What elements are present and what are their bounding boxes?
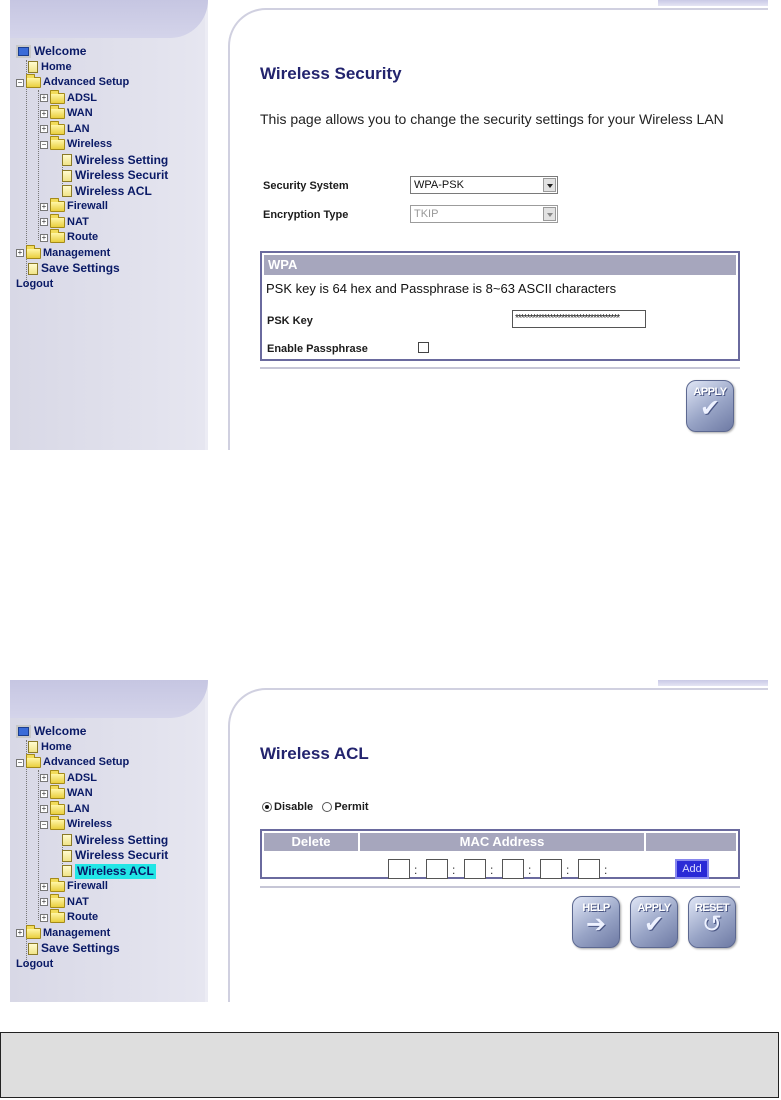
help-button-label: HELP [582, 902, 610, 914]
nav-item-firewall[interactable]: + Firewall [41, 880, 108, 892]
mac-octet-4-input[interactable] [502, 859, 524, 879]
sidebar-header-decoration [10, 680, 208, 718]
expand-icon[interactable]: + [41, 124, 47, 134]
nav-item-save-settings[interactable]: Save Settings [16, 941, 168, 957]
sidebar [10, 680, 208, 1002]
mac-separator: : [604, 863, 608, 877]
security-system-value: WPA-PSK [414, 179, 464, 191]
sidebar [10, 0, 208, 450]
page-title: Wireless Security [260, 64, 402, 83]
expand-icon[interactable]: + [41, 217, 47, 227]
nav-item-home[interactable]: Home [16, 740, 168, 756]
nav-item-welcome[interactable]: Welcome [16, 724, 168, 740]
page-icon [62, 850, 72, 862]
page-icon [62, 170, 72, 182]
security-system-select[interactable] [410, 176, 558, 194]
header-tab-decoration [658, 680, 768, 686]
nav-item-route[interactable]: + Route [41, 231, 99, 243]
nav-item-advanced-setup[interactable]: − Advanced Setup [17, 756, 130, 768]
wireless-acl-screenshot [10, 680, 768, 1002]
nav-item-lan[interactable]: + LAN [41, 122, 90, 135]
expand-icon[interactable]: + [41, 804, 47, 814]
nav-item-logout[interactable]: Logout [16, 277, 54, 290]
encryption-type-select [410, 205, 558, 223]
nav-item-wan[interactable]: + WAN [41, 107, 93, 119]
computer-icon [16, 725, 31, 738]
nav-item-lan[interactable]: + LAN [41, 802, 90, 815]
collapse-icon[interactable]: − [17, 77, 23, 87]
page-description: This page allows you to change the security settings for your Wireless LAN [260, 111, 724, 127]
nav-item-management[interactable]: + Management [17, 246, 111, 259]
folder-icon [50, 897, 65, 908]
acl-table [260, 829, 740, 879]
folder-icon [50, 201, 65, 212]
folder-open-icon [26, 77, 41, 88]
nav-item-adsl[interactable]: + ADSL [41, 91, 97, 104]
folder-icon [50, 912, 65, 923]
mac-octet-5-input[interactable] [540, 859, 562, 879]
wpa-section [260, 251, 740, 361]
nav-item-wireless-setting[interactable]: Wireless Setting [16, 153, 168, 169]
nav-item-wireless-security[interactable]: Wireless Securit [16, 168, 168, 184]
apply-button[interactable] [686, 380, 734, 432]
checkmark-icon: ✔ [699, 395, 721, 422]
nav-tree [16, 724, 168, 972]
note-box [0, 1032, 779, 1098]
acl-mode-radio-group [262, 801, 369, 813]
expand-icon[interactable]: + [41, 232, 47, 242]
col-mac-address: MAC Address [360, 833, 646, 851]
page-icon [62, 865, 72, 877]
nav-item-welcome[interactable]: Welcome [16, 44, 168, 60]
mac-separator: : [490, 863, 494, 877]
nav-item-wireless-setting[interactable]: Wireless Setting [16, 833, 168, 849]
folder-icon [50, 232, 65, 243]
mac-octet-2-input[interactable] [426, 859, 448, 879]
enable-passphrase-checkbox[interactable] [418, 342, 429, 353]
mac-octet-3-input[interactable] [464, 859, 486, 879]
wpa-description: PSK key is 64 hex and Passphrase is 8~63 ASCII characters [266, 281, 617, 296]
apply-button[interactable] [630, 896, 678, 948]
nav-item-management[interactable]: + Management [17, 926, 111, 939]
undo-icon: ↺ [701, 911, 723, 938]
nav-tree [16, 44, 168, 292]
mac-separator: : [566, 863, 570, 877]
page-icon [62, 154, 72, 166]
folder-open-icon [50, 139, 65, 150]
page-icon [28, 943, 38, 955]
folder-icon [50, 217, 65, 228]
apply-button-label: APPLY [693, 386, 727, 398]
page-icon [28, 741, 38, 753]
radio-permit[interactable] [322, 802, 332, 812]
reset-button-label: RESET [694, 902, 730, 914]
encryption-type-value: TKIP [414, 208, 439, 220]
nav-item-advanced-setup[interactable]: − Advanced Setup [17, 76, 130, 88]
mac-separator: : [528, 863, 532, 877]
folder-icon [50, 881, 65, 892]
psk-key-label: PSK Key [267, 315, 313, 327]
enable-passphrase-label: Enable Passphrase [267, 343, 368, 355]
folder-icon [50, 93, 65, 104]
expand-icon[interactable]: + [41, 912, 47, 922]
collapse-icon[interactable]: − [17, 757, 23, 767]
page-icon [28, 61, 38, 73]
page-icon [28, 263, 38, 275]
acl-table-header [264, 833, 736, 851]
encryption-type-label: Encryption Type [263, 209, 349, 221]
reset-button[interactable] [688, 896, 736, 948]
nav-item-firewall[interactable]: + Firewall [41, 200, 108, 212]
main-panel [228, 688, 768, 1002]
expand-icon[interactable]: + [41, 93, 47, 103]
chevron-down-icon[interactable] [543, 178, 556, 192]
sidebar-header-decoration [10, 0, 208, 38]
folder-icon [50, 804, 65, 815]
collapse-icon[interactable]: − [41, 819, 47, 829]
nav-item-save-settings[interactable]: Save Settings [16, 261, 168, 277]
nav-item-wireless-acl-selected[interactable]: Wireless ACL [16, 864, 168, 880]
expand-icon[interactable]: + [41, 788, 47, 798]
expand-icon[interactable]: + [17, 928, 23, 938]
wpa-section-header: WPA [264, 255, 736, 275]
mac-octet-1-input[interactable] [388, 859, 410, 879]
header-tab-decoration [658, 0, 768, 6]
add-button[interactable]: Add [675, 859, 709, 879]
page-icon [62, 185, 72, 197]
folder-icon [50, 773, 65, 784]
expand-icon[interactable]: + [41, 201, 47, 211]
nav-item-wireless-security[interactable]: Wireless Securit [16, 848, 168, 864]
nav-item-home[interactable]: Home [16, 60, 168, 76]
nav-item-wireless[interactable]: − Wireless [41, 138, 113, 150]
page-icon [62, 834, 72, 846]
col-action [646, 833, 740, 851]
radio-permit-label: Permit [334, 801, 369, 814]
checkmark-icon: ✔ [643, 911, 665, 938]
folder-icon [26, 248, 41, 259]
help-button[interactable] [572, 896, 620, 948]
folder-icon [26, 928, 41, 939]
page-title: Wireless ACL [260, 744, 369, 763]
security-system-label: Security System [263, 180, 349, 192]
wireless-security-screenshot [10, 0, 768, 450]
mac-separator: : [414, 863, 418, 877]
nav-item-adsl[interactable]: + ADSL [41, 771, 97, 784]
nav-item-logout[interactable]: Logout [16, 957, 54, 970]
collapse-icon[interactable]: − [41, 139, 47, 149]
mac-separator: : [452, 863, 456, 877]
nav-item-wan[interactable]: + WAN [41, 787, 93, 799]
apply-button-label: APPLY [637, 902, 671, 914]
nav-item-wireless[interactable]: − Wireless [41, 818, 113, 830]
divider [260, 886, 740, 888]
chevron-down-icon [543, 207, 556, 221]
arrow-right-icon: ➔ [585, 911, 607, 938]
expand-icon[interactable]: + [41, 773, 47, 783]
divider [260, 367, 740, 369]
main-panel [228, 8, 768, 450]
expand-icon[interactable]: + [41, 897, 47, 907]
nav-item-nat[interactable]: + NAT [41, 215, 89, 228]
nav-item-route[interactable]: + Route [41, 911, 99, 923]
nav-item-wireless-acl[interactable]: Wireless ACL [16, 184, 168, 200]
radio-disable-label: Disable [274, 801, 314, 814]
computer-icon [16, 45, 31, 58]
mac-octet-6-input[interactable] [578, 859, 600, 879]
col-delete: Delete [264, 833, 360, 851]
nav-item-nat[interactable]: + NAT [41, 895, 89, 908]
psk-key-input[interactable]: ************************************ [512, 310, 646, 328]
folder-icon [50, 788, 65, 799]
folder-icon [50, 124, 65, 135]
expand-icon[interactable]: + [41, 108, 47, 118]
folder-icon [50, 108, 65, 119]
expand-icon[interactable]: + [41, 881, 47, 891]
radio-disable[interactable] [262, 802, 272, 812]
folder-open-icon [26, 757, 41, 768]
folder-open-icon [50, 819, 65, 830]
expand-icon[interactable]: + [17, 248, 23, 258]
